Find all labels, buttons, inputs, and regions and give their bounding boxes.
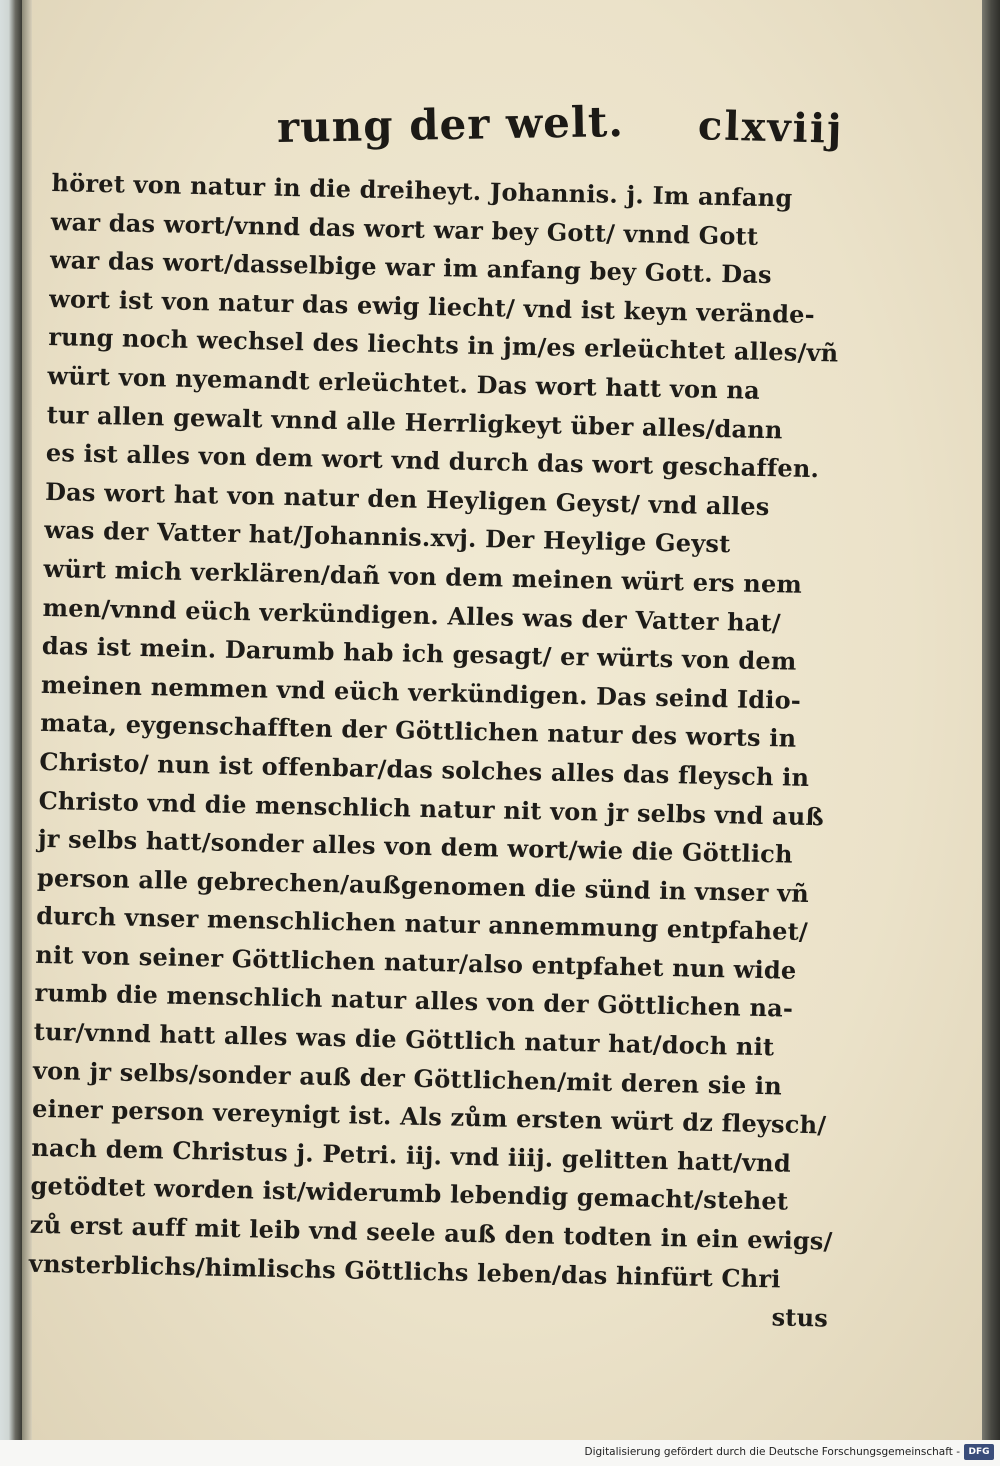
text-line: nach dem Christus j. Petri. iij. vnd iiij. gelitten hatt/vnd [31,1132,792,1178]
text-line: einer person vereynigt ist. Als zům ersten würt dz fleysch/ [31,1094,827,1140]
text-line: was der Vatter hat/Johannis.xvj. Der Heylige Geyst [44,515,731,559]
text-line: meinen nemmen vnd eüch verkündigen. Das seind Idio- [40,669,802,715]
text-line: das ist mein. Darumb hab ich gesagt/ er würts von dem [41,631,797,676]
footer-bar [0,1440,1000,1466]
dfg-logo: DFG [964,1444,994,1460]
catchword: stus [771,1302,829,1333]
text-line: tur allen gewalt vnnd alle Herrligkeyt über alles/dann [46,399,783,444]
text-line: mata, eygenschafften der Göttlichen natur des worts in [39,708,797,754]
text-block [28,164,892,1339]
text-line: men/vnnd eüch verkündigen. Alles was der Vatter hat/ [42,592,782,637]
text-line: Christo vnd die menschlich natur nit von jr selbs vnd auß [38,785,825,831]
text-line: tur/vnnd hatt alles was die Göttlich natur hat/doch nit [33,1016,775,1062]
text-line: von jr selbs/sonder auß der Göttlichen/mit deren sie in [32,1055,783,1101]
binding-edge [0,0,22,1440]
text-line: höret von natur in die dreiheyt. Johannis. j. Im anfang [51,167,793,213]
text-line: würt mich verklären/dañ von dem meinen würt ers nem [43,553,803,599]
funding-credit: Digitalisierung gefördert durch die Deutsche Forschungsgemeinschaft - [584,1446,960,1458]
text-line: person alle gebrechen/außgenomen die sünd in vnser vñ [36,862,810,908]
text-line: würt von nyemandt erleüchtet. Das wort hatt von na [47,360,761,405]
paper-leaf [28,0,982,1440]
text-line: nit von seiner Göttlichen natur/also entpfahet nun wide [35,939,797,985]
scan-edge-right [982,0,1000,1440]
text-line: rumb die menschlich natur alles von der Göttlichen na- [34,978,794,1024]
text-line: war das wort/vnnd das wort war bey Gott/ vnnd Gott [50,206,759,251]
text-line: rung noch wechsel des liechts in jm/es erleüchtet alles/vñ [48,322,839,368]
text-line: getödtet worden ist/widerumb lebendig gemacht/stehet [30,1171,789,1217]
text-line: Das wort hat von natur den Heyligen Geyst/ vnd alles [44,476,770,521]
running-title: rung der welt. [276,96,625,153]
text-line: zů erst auff mit leib vnd seele auß den todten in ein ewigs/ [29,1209,833,1256]
text-line: vnsterblichs/himlischs Göttlichs leben/das hinfürt Chri [28,1248,781,1294]
text-line: Christo/ nun ist offenbar/das solches alles das fleysch in [39,746,810,792]
folio-number: clxviij [697,102,845,153]
page-header [276,96,845,170]
text-line: durch vnser menschlichen natur annemmung entpfahet/ [35,901,809,947]
text-line: war das wort/dasselbige war im anfang bey Gott. Das [49,245,773,290]
text-line: wort ist von natur das ewig liecht/ vnd ist keyn verände- [48,283,816,329]
text-line: es ist alles von dem wort vnd durch das wort geschaffen. [45,438,820,484]
text-line: jr selbs hatt/sonder alles von dem wort/wie die Göttlich [37,823,793,869]
